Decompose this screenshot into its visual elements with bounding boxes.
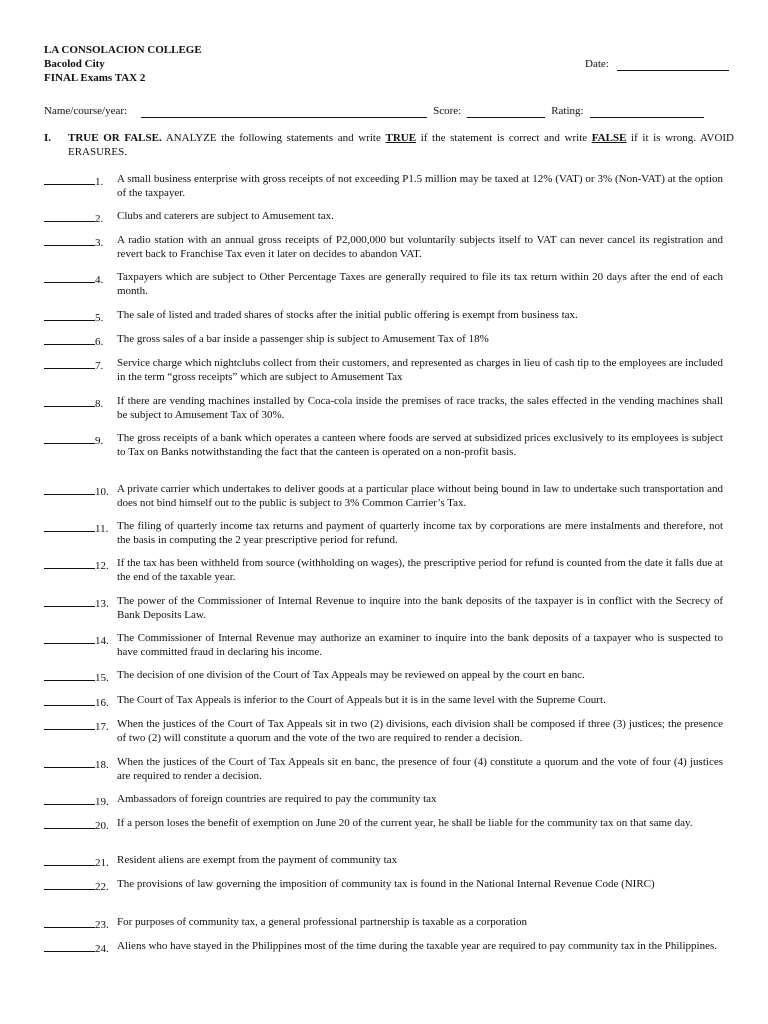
question-item: [44, 432, 723, 459]
answer-blank[interactable]: [44, 483, 95, 495]
answer-area: [44, 309, 116, 326]
question-item: [44, 940, 723, 954]
question-text: If a person loses the benefit of exemption on June 20 of the current year, he shall be liable for the community tax on that same day.: [117, 817, 693, 829]
question-number: 5.: [95, 312, 104, 324]
question-text: Aliens who have stayed in the Philippines most of the time during the taxable year are required to pay community tax in the Philippines.: [117, 940, 717, 952]
question-item: [44, 669, 723, 683]
question-text: The Commissioner of Internal Revenue may authorize an examiner to inquire into the bank deposits of a taxpayer who is suspected to have committed fraud in declaring his income.: [117, 632, 723, 658]
answer-area: [44, 854, 116, 871]
question-text: Taxpayers which are subject to Other Percentage Taxes are generally required to file its tax return within 20 days after the end of each month.: [117, 271, 723, 297]
question-item: [44, 309, 723, 323]
score-label: Score:: [433, 105, 462, 117]
question-number: 16.: [95, 697, 109, 709]
answer-area: [44, 793, 116, 810]
answer-blank[interactable]: [44, 557, 95, 569]
section-title: TRUE OR FALSE.: [68, 132, 162, 144]
question-text: When the justices of the Court of Tax Appeals sit en banc, the presence of four (4) constitute a quorum and the vote of four (4) justices are required to render a decision.: [117, 756, 723, 782]
question-number: 1.: [95, 176, 104, 188]
answer-blank[interactable]: [44, 916, 95, 928]
question-text: The gross receipts of a bank which operates a canteen where foods are served at subsidized prices exclusively to its employees is subject to Tax on Banks notwithstanding the fact that the canteen is operated on a non-profit basis.: [117, 432, 723, 458]
question-item: [44, 878, 723, 892]
instructions-part-b: if the statement is correct and write: [416, 132, 592, 144]
question-item: [44, 793, 723, 807]
section-number: I.: [44, 132, 52, 144]
question-text: Resident aliens are exempt from the payment of community tax: [117, 854, 398, 866]
question-item: [44, 234, 723, 261]
rating-label: Rating:: [551, 105, 584, 117]
question-text: Service charge which nightclubs collect from their customers, and represented as charges in lieu of cash tip to the employees are included in the term “gross receipts” which are subject to Amusement Tax: [117, 357, 723, 383]
question-number: 23.: [95, 919, 109, 931]
answer-blank[interactable]: [44, 271, 95, 283]
school-name: LA CONSOLACION COLLEGE: [44, 44, 202, 56]
name-label: Name/course/year:: [44, 105, 128, 117]
answer-area: [44, 940, 116, 957]
answer-blank[interactable]: [44, 793, 95, 805]
answer-area: [44, 432, 116, 449]
date-blank[interactable]: [617, 59, 729, 71]
answer-area: [44, 694, 116, 711]
answer-blank[interactable]: [44, 357, 95, 369]
question-number: 21.: [95, 857, 109, 869]
answer-area: [44, 395, 116, 412]
question-text: If the tax has been withheld from source (withholding on wages), the prescriptive period for refund is counted from the date it falls due at the end of the taxable year.: [117, 557, 723, 583]
question-text: The gross sales of a bar inside a passenger ship is subject to Amusement Tax of 18%: [117, 333, 489, 345]
question-item: [44, 817, 723, 831]
answer-blank[interactable]: [44, 756, 95, 768]
question-item: [44, 357, 723, 384]
question-text: A private carrier which undertakes to deliver goods at a particular place without being bound in law to undertake such transportation and does not bind himself out to the public is subject to 3% Common Carrier’s Tax.: [117, 483, 723, 509]
true-keyword: TRUE: [385, 132, 417, 144]
question-item: [44, 395, 723, 422]
answer-area: [44, 595, 116, 612]
question-text: For purposes of community tax, a general professional partnership is taxable as a corporation: [117, 916, 527, 928]
question-number: 8.: [95, 398, 104, 410]
answer-area: [44, 210, 116, 227]
question-item: [44, 333, 723, 347]
answer-blank[interactable]: [44, 173, 95, 185]
answer-area: [44, 878, 116, 895]
answer-area: [44, 173, 116, 190]
name-blank[interactable]: [141, 106, 427, 118]
question-item: [44, 854, 723, 868]
question-number: 9.: [95, 435, 104, 447]
question-text: The decision of one division of the Court of Tax Appeals may be reviewed on appeal by the court en banc.: [117, 669, 585, 681]
answer-area: [44, 557, 116, 574]
question-number: 14.: [95, 635, 109, 647]
score-blank[interactable]: [467, 106, 545, 118]
question-number: 10.: [95, 486, 109, 498]
school-city: Bacolod City: [44, 58, 105, 70]
answer-blank[interactable]: [44, 432, 95, 444]
answer-blank[interactable]: [44, 669, 95, 681]
question-number: 20.: [95, 820, 109, 832]
answer-area: [44, 756, 116, 773]
question-item: [44, 694, 723, 708]
question-item: [44, 173, 723, 200]
answer-blank[interactable]: [44, 878, 95, 890]
question-number: 12.: [95, 560, 109, 572]
question-item: [44, 557, 723, 584]
question-number: 17.: [95, 721, 109, 733]
question-text: The sale of listed and traded shares of stocks after the initial public offering is exempt from business tax.: [117, 309, 578, 321]
question-text: The provisions of law governing the imposition of community tax is found in the National Internal Revenue Code (NIRC): [117, 878, 655, 890]
answer-area: [44, 632, 116, 649]
question-number: 22.: [95, 881, 109, 893]
student-info-row: [44, 104, 736, 118]
question-item: [44, 271, 723, 298]
answer-blank[interactable]: [44, 234, 95, 246]
instructions-text: [68, 132, 734, 159]
question-item: [44, 595, 723, 622]
question-number: 7.: [95, 360, 104, 372]
question-text: The filing of quarterly income tax returns and payment of quarterly income tax by corporations are mere instalments and therefore, not the basis in computing the 2 year prescriptive period for refund.: [117, 520, 723, 546]
question-number: 3.: [95, 237, 104, 249]
question-text: When the justices of the Court of Tax Appeals sit in two (2) divisions, each division shall be composed if three (3) justices; the presence of two (2) will constitute a quorum and the vote of the two are required to render a decision.: [117, 718, 723, 744]
answer-area: [44, 483, 116, 500]
answer-blank[interactable]: [44, 395, 95, 407]
answer-area: [44, 271, 116, 288]
false-keyword: FALSE: [591, 132, 627, 144]
rating-blank[interactable]: [590, 106, 704, 118]
question-text: A radio station with an annual gross receipts of P2,000,000 but voluntarily subjects itself to VAT can never cancel its registration and revert back to Franchise Tax even it later on decides to abandon VAT.: [117, 234, 723, 260]
answer-area: [44, 817, 116, 834]
answer-blank[interactable]: [44, 632, 95, 644]
answer-area: [44, 718, 116, 735]
answer-area: [44, 234, 116, 251]
question-item: [44, 483, 723, 510]
question-text: Clubs and caterers are subject to Amusement tax.: [117, 210, 334, 222]
question-number: 18.: [95, 759, 109, 771]
date-label: Date:: [585, 58, 609, 70]
question-text: If there are vending machines installed by Coca-cola inside the premises of race tracks, the sales effected in the vending machines shall be subject to Amusement Tax of 30%.: [117, 395, 723, 421]
question-number: 2.: [95, 213, 104, 225]
answer-blank[interactable]: [44, 718, 95, 730]
date-field: [585, 57, 729, 71]
answer-area: [44, 333, 116, 350]
answer-area: [44, 669, 116, 686]
answer-area: [44, 520, 116, 537]
question-number: 6.: [95, 336, 104, 348]
answer-blank[interactable]: [44, 595, 95, 607]
instructions-part-c: if it is wrong. AVOID ERASURES.: [68, 132, 734, 158]
question-text: The power of the Commissioner of Internal Revenue to inquire into the bank deposits of the taxpayer is in conflict with the Secrecy of Bank Deposits Law.: [117, 595, 723, 621]
question-text: The Court of Tax Appeals is inferior to the Court of Appeals but it is in the same level with the Supreme Court.: [117, 694, 606, 706]
question-item: [44, 756, 723, 783]
question-item: [44, 718, 723, 745]
answer-blank[interactable]: [44, 309, 95, 321]
answer-area: [44, 357, 116, 374]
answer-blank[interactable]: [44, 333, 95, 345]
question-text: A small business enterprise with gross receipts of not exceeding P1.5 million may be taxed at 12% (VAT) or 3% (Non-VAT) at the option of the taxpayer.: [117, 173, 723, 199]
answer-blank[interactable]: [44, 940, 95, 952]
question-text: Ambassadors of foreign countries are required to pay the community tax: [117, 793, 437, 805]
question-item: [44, 632, 723, 659]
answer-blank[interactable]: [44, 694, 95, 706]
question-number: 24.: [95, 943, 109, 955]
question-item: [44, 916, 723, 930]
question-number: 4.: [95, 274, 104, 286]
question-item: [44, 210, 723, 224]
question-number: 15.: [95, 672, 109, 684]
answer-blank[interactable]: [44, 210, 95, 222]
question-item: [44, 520, 723, 547]
question-number: 19.: [95, 796, 109, 808]
answer-area: [44, 916, 116, 933]
question-number: 13.: [95, 598, 109, 610]
question-number: 11.: [95, 523, 109, 535]
answer-blank[interactable]: [44, 817, 95, 829]
exam-title: FINAL Exams TAX 2: [44, 72, 146, 84]
instructions-part-a: ANALYZE the following statements and write: [161, 132, 386, 144]
answer-blank[interactable]: [44, 520, 95, 532]
section-instructions: [44, 132, 734, 159]
answer-blank[interactable]: [44, 854, 95, 866]
